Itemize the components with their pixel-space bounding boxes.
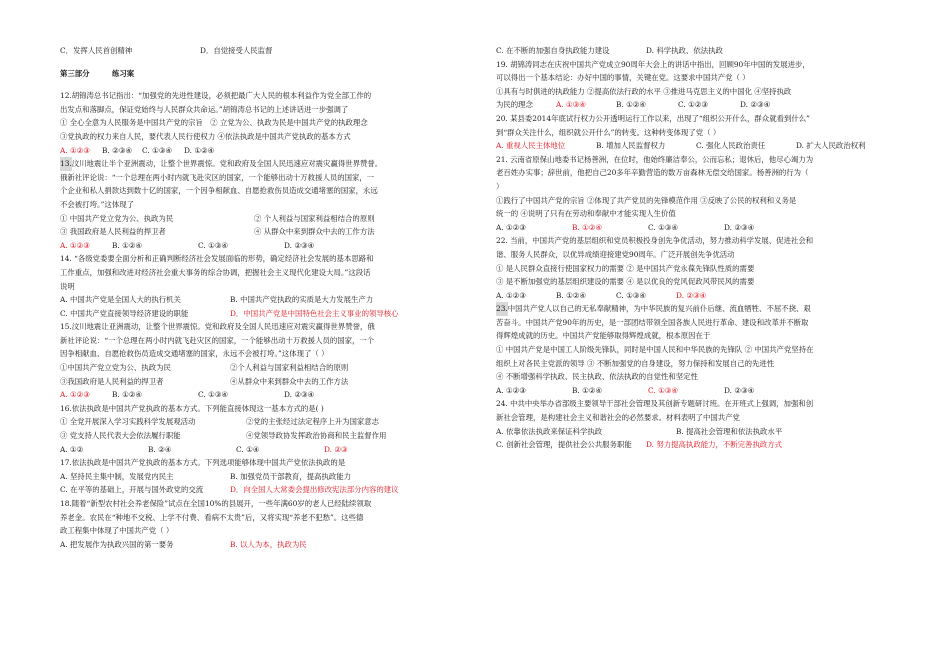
text-segment: D. ②③④ bbox=[284, 240, 315, 250]
text-segment: A. 依靠依法执政来保证科学执政 bbox=[496, 426, 603, 436]
text-segment: C．发挥人民首创精神 bbox=[60, 46, 133, 55]
text-line bbox=[496, 98, 888, 112]
answer-option: D．中国共产党是中国特色社会主义事业的领导核心 bbox=[230, 308, 399, 318]
text-line bbox=[60, 171, 480, 185]
text-line bbox=[60, 524, 480, 538]
text-line bbox=[496, 112, 888, 126]
text-segment: ① 中国共产党是中国工人阶级先锋队，同时是中国人民和中华民族的先锋队 ② 中国共产党坚持在 bbox=[496, 345, 814, 355]
text-line bbox=[60, 402, 480, 416]
answer-option: D．向全国人大常委会提出修改宪法部分内容的建议 bbox=[230, 485, 399, 495]
text-line bbox=[60, 456, 480, 470]
spacer bbox=[60, 80, 480, 89]
text-line bbox=[60, 252, 480, 266]
text-line bbox=[60, 280, 480, 294]
text-line bbox=[60, 266, 480, 280]
text-line bbox=[60, 157, 480, 171]
text-segment: ④从群众中来到群众中去的工作方法 bbox=[230, 376, 349, 386]
text-line bbox=[496, 166, 888, 180]
text-segment: C. ①③④ bbox=[648, 222, 678, 232]
text-line bbox=[496, 194, 888, 208]
text-line bbox=[60, 361, 480, 375]
answer-option: A. ①②③ bbox=[60, 390, 90, 400]
answer-option: D. ②③④ bbox=[676, 290, 707, 300]
text-segment: B. 加强党员干部教育，提高执政能力 bbox=[230, 471, 351, 481]
text-line bbox=[60, 239, 480, 253]
text-line bbox=[60, 497, 480, 511]
text-segment: D. 扩大人民政治权利 bbox=[796, 141, 866, 151]
text-line bbox=[60, 44, 480, 58]
text-segment: B. 提高社会管理和依法执政水平 bbox=[676, 426, 783, 436]
text-segment: 工作重点，加强和改进对经济社会重大事务的综合协调，把握社会主义现代化建设大局。”这段话 bbox=[60, 267, 371, 277]
text-segment: 可以得出一个基本结论：办好中国的事情，关键在党。这要求中国共产党（ ） bbox=[496, 73, 750, 83]
text-segment: A. ①② bbox=[60, 444, 84, 454]
text-segment: B. 增加人民监督权力 bbox=[596, 141, 666, 151]
text-segment: D. ②③④ bbox=[284, 390, 315, 400]
text-line bbox=[60, 538, 480, 552]
text-line bbox=[60, 334, 480, 348]
text-segment: 20. 某县委2014年底试行权力公开透明运行工作以来，出现了“组织公开什么，群众就看到什么” bbox=[496, 113, 810, 123]
text-segment: 12.胡锦涛总书记指出：“加强党的先进性建设，必须把最广大人民的根本利益作为党全部工作的 bbox=[60, 91, 372, 101]
section-heading: 第三部分 bbox=[60, 68, 90, 78]
text-line bbox=[496, 207, 888, 221]
answer-option: B. ①②④ bbox=[572, 222, 603, 232]
text-line bbox=[60, 307, 480, 321]
text-segment: 新社评论说：“一个总理在两小时内就飞赴灾区的国家，一个能够出动十万救援人员的国家，一个 bbox=[60, 335, 375, 345]
answer-option: D. ②③ bbox=[324, 444, 348, 454]
text-segment: 23. bbox=[496, 302, 508, 316]
text-segment: 17.依法执政是中国共产党执政的基本方式。下列选项能够体现中国共产党依法执政的是 bbox=[60, 458, 346, 468]
text-line bbox=[496, 289, 888, 303]
text-segment: ② 个人利益与国家利益相结合的原则 bbox=[254, 213, 375, 223]
text-segment: ③我国政府是人民利益的捍卫者 bbox=[60, 376, 164, 386]
text-line bbox=[496, 58, 888, 72]
text-segment: 16.依法执政是中国共产党执政的基本方式。下列能直接体现这一基本方式的是( ) bbox=[60, 403, 324, 413]
text-line bbox=[496, 397, 888, 411]
text-line bbox=[496, 329, 888, 343]
text-segment: 得辉煌成就的历史。中国共产党能够取得辉煌成就，根本原因在于 bbox=[496, 331, 711, 341]
text-segment: D. ②③④ bbox=[724, 222, 755, 232]
text-line bbox=[496, 357, 888, 371]
text-line bbox=[496, 71, 888, 85]
text-line bbox=[496, 248, 888, 262]
text-line bbox=[496, 262, 888, 276]
text-segment: C. 强化人民政治责任 bbox=[696, 141, 766, 151]
answer-option: C. ①③④ bbox=[648, 385, 678, 395]
text-segment: 说明 bbox=[60, 281, 75, 291]
text-line bbox=[496, 343, 888, 357]
text-line bbox=[60, 443, 480, 457]
text-line bbox=[60, 415, 480, 429]
answer-option: B. 以人为本，执政为民 bbox=[230, 539, 307, 549]
text-segment: 因争相献血、自愿抢救伤员造成交通堵塞的国家，永远不会被打垮。”这体现了（ ） bbox=[60, 349, 329, 359]
text-line bbox=[60, 89, 480, 103]
text-segment: D. 科学执政、依法执政 bbox=[646, 46, 723, 55]
text-segment: D. ②③④ bbox=[724, 385, 755, 395]
text-segment: 到“群众关注什么，组织就公开什么”的转变。这种转变体现了党（ ） bbox=[496, 127, 721, 137]
text-segment: 苦奋斗。中国共产党90年的历史，是一部团结带领全国各族人民进行革命、建设和改革并不断取 bbox=[496, 317, 809, 327]
text-segment: D. ①②④ bbox=[184, 145, 215, 155]
text-line bbox=[60, 198, 480, 212]
text-line bbox=[60, 483, 480, 497]
text-segment: B. 中国共产党执政的实质是大力发展生产力 bbox=[230, 295, 374, 305]
text-segment: A. 坚持民主集中制，发展党内民主 bbox=[60, 471, 174, 481]
text-segment: ① 中国共产党立党为公、执政为民 bbox=[60, 213, 174, 223]
text-segment: 22. 当前，中国共产党的基层组织和党员积极投身创先争优活动，努力推动科学发展、促进社会和 bbox=[496, 236, 814, 246]
section-heading: 练习案 bbox=[112, 68, 135, 78]
text-line bbox=[60, 320, 480, 334]
text-segment: ①中国共产党立党为公、执政为民 bbox=[60, 363, 171, 373]
text-segment: A. ①②③ bbox=[496, 222, 526, 232]
text-segment: ②个人利益与国家利益相结合的原则 bbox=[230, 363, 349, 373]
text-segment: 养老金。农民在“种地不交税、上学不付费、看病不太贵”后，又将实现“养老不犯愁”。这些德 bbox=[60, 512, 364, 522]
text-line bbox=[496, 234, 888, 248]
text-segment: ） bbox=[496, 181, 504, 191]
text-line bbox=[60, 116, 480, 130]
text-segment: C. ①②③ bbox=[678, 100, 708, 110]
text-line bbox=[60, 144, 480, 158]
text-line bbox=[60, 67, 480, 81]
text-line bbox=[496, 85, 888, 99]
text-line bbox=[496, 316, 888, 330]
text-line bbox=[60, 347, 480, 361]
text-segment: B. ①②④ bbox=[556, 290, 587, 300]
text-segment: C. 中国共产党直接领导经济建设的职能 bbox=[60, 308, 189, 318]
text-segment: ① 全党开展深入学习实践科学发展观活动 bbox=[60, 417, 196, 427]
text-segment: 个企业和私人捐款达到数十亿的国家，一个因争相献血、自愿抢救伤员造成交通堵塞的国家，永远 bbox=[60, 186, 378, 196]
text-segment: C. ①③④ bbox=[198, 240, 228, 250]
text-segment: 13. bbox=[60, 157, 72, 171]
text-segment: ④ 不断增强科学执政、民主执政、依法执政的自觉性和坚定性 bbox=[496, 372, 698, 382]
text-segment: 中国共产党人以自己的无私奉献精神，为中华民族的复兴前仆后继、流血牺牲、不屈不挠、艰 bbox=[507, 304, 811, 314]
text-segment: C. ①③④ bbox=[616, 290, 646, 300]
text-segment: 组织上对各民主党派的领导 ③ 不断加强党的自身建设，努力保持和发展自己的先进性 bbox=[496, 358, 775, 368]
text-segment: 政工程集中体现了中国共产党（ ） bbox=[60, 526, 174, 536]
text-segment: ① 是人民群众直接行使国家权力的需要 ② 是中国共产党永葆先锋队性质的需要 bbox=[496, 263, 755, 273]
text-segment: B. ①②④ bbox=[112, 240, 143, 250]
text-segment: ③党执政的权力来自人民，要代表人民行使权力 ④依法执政是中国共产党执政的基本方式 bbox=[60, 131, 351, 141]
text-segment: 24. 中共中央举办省部级主要领导干部社会管理及其创新专题研讨班。在开班式上强调，加强和创 bbox=[496, 399, 814, 409]
text-line bbox=[496, 302, 888, 316]
text-segment: ③ 党支持人民代表大会依法履行职能 bbox=[60, 431, 181, 441]
text-segment: ① 全心全意为人民服务是中国共产党的宗旨 ② 立党为公、执政为民是中国共产党的执政理念 bbox=[60, 118, 368, 128]
text-segment: D. ②③④ bbox=[740, 100, 771, 110]
text-line bbox=[496, 126, 888, 140]
text-line bbox=[496, 153, 888, 167]
text-segment: C. ①③④ bbox=[198, 390, 228, 400]
text-segment: ①践行了中国共产党的宗旨 ②体现了共产党员的先锋模范作用 ③反映了公民的权利和义务是 bbox=[496, 195, 797, 205]
text-segment: B. ①②④ bbox=[572, 385, 603, 395]
text-segment: A. ①②③ bbox=[496, 385, 526, 395]
text-line bbox=[496, 44, 888, 58]
text-segment: 汶川地震让半个亚洲震动，让整个世界震惊。党和政府及全国人民迅速应对震灾赢得世界赞誉。 bbox=[71, 159, 383, 169]
text-line bbox=[60, 225, 480, 239]
text-segment: A. 中国共产党是全国人大的执行机关 bbox=[60, 295, 181, 305]
text-line bbox=[496, 221, 888, 235]
text-segment: 谐、服务人民群众，以优异成绩迎接建党90周年。广泛开展创先争优活动 bbox=[496, 249, 735, 259]
text-segment: 出发点和落脚点，保证党始终与人民群众共命运。”胡锦涛总书记的上述讲话进一步强调了 bbox=[60, 104, 349, 114]
text-segment: 俄新社评论说：“一个总理在两小时内就飞赴灾区的国家，一个能够出动十万救援人员的国家，一 bbox=[60, 172, 375, 182]
answer-option: D. 努力提高执政能力，不断完善执政方式 bbox=[646, 440, 783, 450]
answer-option: A. ①③④ bbox=[556, 100, 586, 110]
text-segment: ③ 是不断加强党的基层组织建设的需要 ④ 是以优良的党风促政风带民风的需要 bbox=[496, 277, 755, 287]
text-segment: A. ①②③ bbox=[496, 290, 526, 300]
text-segment: D．自觉接受人民监督 bbox=[200, 46, 273, 55]
left-column bbox=[60, 44, 480, 551]
text-segment: 18.随着“新型农村社会养老保险”试点在全国10%的县展开，一些年满60岁的老人已经陆续领取 bbox=[60, 499, 372, 508]
text-line bbox=[60, 388, 480, 402]
text-line bbox=[496, 411, 888, 425]
text-line bbox=[60, 212, 480, 226]
text-segment: 不会被打垮。”这体现了 bbox=[60, 199, 134, 209]
right-column bbox=[496, 44, 888, 452]
text-line bbox=[496, 139, 888, 153]
text-line bbox=[60, 130, 480, 144]
text-line bbox=[496, 275, 888, 289]
text-line bbox=[496, 180, 888, 194]
text-segment: 15.汶川地震让亚洲震动，让整个世界震惊。党和政府及全国人民迅速应对震灾赢得世界赞誉，俄 bbox=[60, 322, 375, 332]
text-segment: 14. “各级党委要全面分析和正确判断经济社会发展面临的形势，确定经济社会发展的基本思路和 bbox=[60, 254, 374, 264]
text-line bbox=[60, 293, 480, 307]
text-segment: 统一的 ④说明了只有在劳动和奉献中才能实现人生价值 bbox=[496, 209, 676, 219]
text-segment: A. 把发展作为执政兴国的第一要务 bbox=[60, 539, 174, 549]
text-line bbox=[496, 438, 888, 452]
spacer bbox=[60, 58, 480, 67]
answer-option: A. ①②③ bbox=[60, 145, 90, 155]
text-line bbox=[60, 429, 480, 443]
text-segment: 21. 云南省原保山地委书记杨善洲，在位时，他始终廉洁奉公，公而忘私；退休后，他尽心竭力为 bbox=[496, 154, 814, 164]
text-line bbox=[60, 375, 480, 389]
text-segment: ④ 从群众中来到群众中去的工作方法 bbox=[254, 227, 375, 237]
text-line bbox=[496, 425, 888, 439]
answer-option: A. ①②③ bbox=[60, 240, 90, 250]
text-segment: B. ②③④ bbox=[102, 145, 133, 155]
text-segment: B. ①②④ bbox=[616, 100, 647, 110]
text-segment: 新社会管理，是构建社会主义和谐社会的必然要求。材料表明了中国共产党 bbox=[496, 413, 740, 423]
text-line bbox=[496, 370, 888, 384]
text-segment: B. ②④ bbox=[148, 444, 172, 454]
text-segment: 为民的理念 bbox=[496, 100, 533, 110]
text-line bbox=[60, 184, 480, 198]
text-segment: ④党领导政协发挥政治协商和民主监督作用 bbox=[246, 431, 387, 441]
text-segment: C. 在不断的加强自身执政能力建设 bbox=[496, 46, 610, 55]
text-segment: 19. 胡锦涛同志在庆祝中国共产党成立90周年大会上的讲话中指出，回顾90年中国的发展进步， bbox=[496, 59, 810, 69]
text-line bbox=[60, 103, 480, 117]
answer-option: A. 重视人民主体地位 bbox=[496, 141, 566, 151]
text-segment: C. ①④ bbox=[236, 444, 260, 454]
text-segment: C. 在平等的基础上，开展与国外政党的交流 bbox=[60, 485, 204, 495]
text-segment: ②党的主张经过法定程序上升为国家意志 bbox=[246, 417, 380, 427]
text-segment: B. ①②④ bbox=[112, 390, 143, 400]
text-segment: ③ 我国政府是人民利益的捍卫者 bbox=[60, 227, 166, 237]
text-line bbox=[60, 511, 480, 525]
text-line bbox=[60, 470, 480, 484]
text-segment: C. ①③④ bbox=[142, 145, 172, 155]
text-segment: 老百姓办实事；辞世前，他把自己20多年辛勤营造的数万亩森林无偿交给国家。杨善洲的行为（ bbox=[496, 168, 809, 178]
text-segment: ①具有与时俱进的执政能力 ②提高依法行政的水平 ③推进马克思主义的中国化 ④坚持执政 bbox=[496, 86, 792, 96]
text-line bbox=[496, 384, 888, 398]
text-segment: C. 创新社会管理，提供社会公共服务职能 bbox=[496, 440, 632, 450]
